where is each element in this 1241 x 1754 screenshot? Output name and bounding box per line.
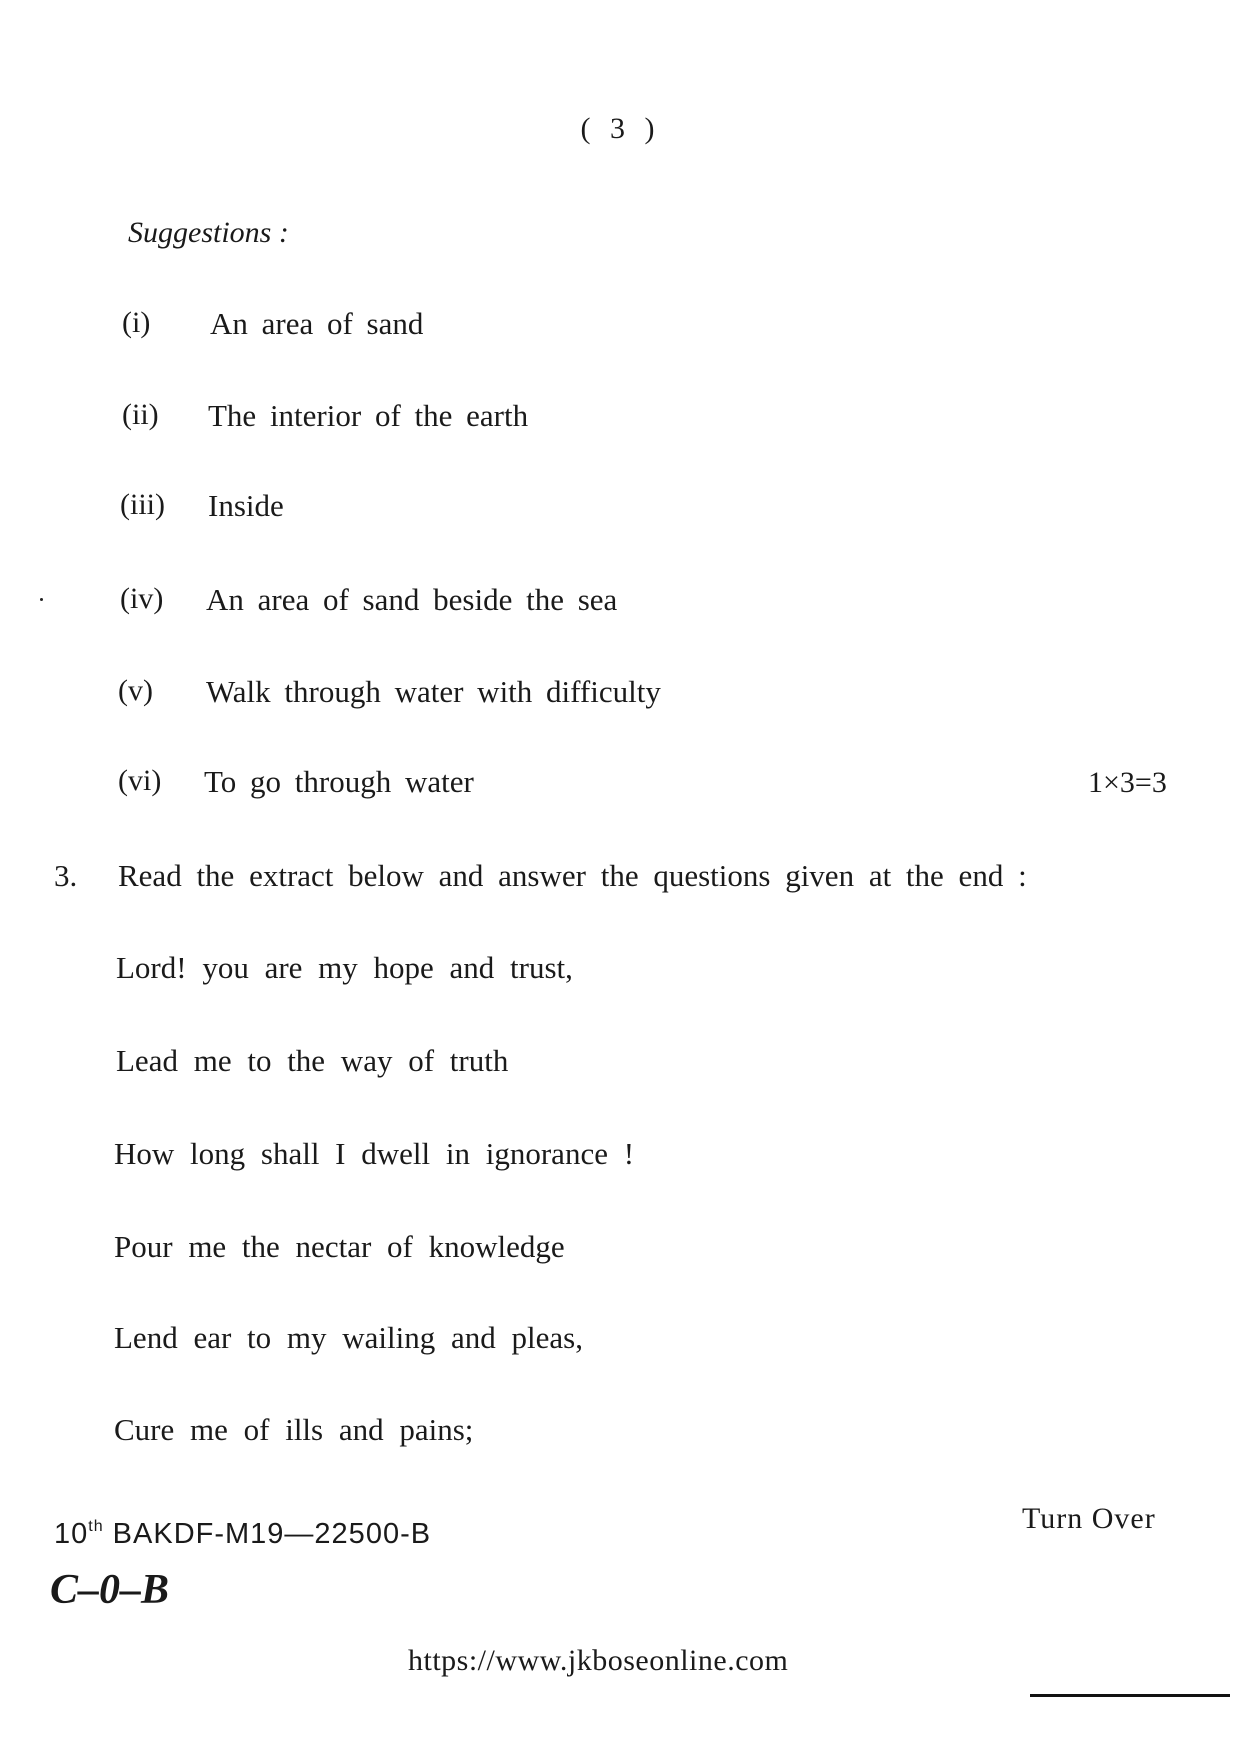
suggestion-number: (iv) [120,582,164,615]
question-text: Read the extract below and answer the questions given at the end : [118,858,1027,893]
suggestions-heading: Suggestions : [128,216,289,249]
paper-set: C–0–B [50,1567,170,1613]
class-suffix: th [88,1518,104,1535]
footer-rule [1030,1694,1230,1697]
suggestion-number: (ii) [122,398,159,431]
stray-mark [40,598,43,601]
poem-line: Lord! you are my hope and trust, [116,950,573,985]
question-number: 3. [54,858,78,893]
suggestion-text: An area of sand [210,306,424,341]
suggestion-text: Walk through water with difficulty [206,674,661,709]
suggestion-number: (iii) [120,488,165,521]
suggestion-text: To go through water [204,764,474,799]
suggestion-number: (v) [118,674,153,707]
source-url: https://www.jkboseonline.com [408,1644,789,1677]
suggestion-text: The interior of the earth [208,398,529,433]
poem-line: How long shall I dwell in ignorance ! [114,1136,635,1171]
suggestion-text: An area of sand beside the sea [206,582,618,617]
poem-line: Pour me the nectar of knowledge [114,1229,565,1264]
suggestion-number: (vi) [118,764,162,797]
suggestion-text: Inside [208,488,284,523]
turn-over-label: Turn Over [1022,1502,1156,1535]
poem-line: Lend ear to my wailing and pleas, [114,1320,583,1355]
poem-line: Cure me of ills and pains; [114,1412,474,1447]
suggestion-number: (i) [122,306,151,339]
paper-code [54,1518,431,1551]
poem-line: Lead me to the way of truth [116,1043,509,1078]
marks-allocation: 1×3=3 [1088,766,1167,799]
page-number: ( 3 ) [580,112,661,145]
code-label: BAKDF-M19—22500-B [112,1518,432,1550]
class-label: 10 [54,1518,89,1550]
